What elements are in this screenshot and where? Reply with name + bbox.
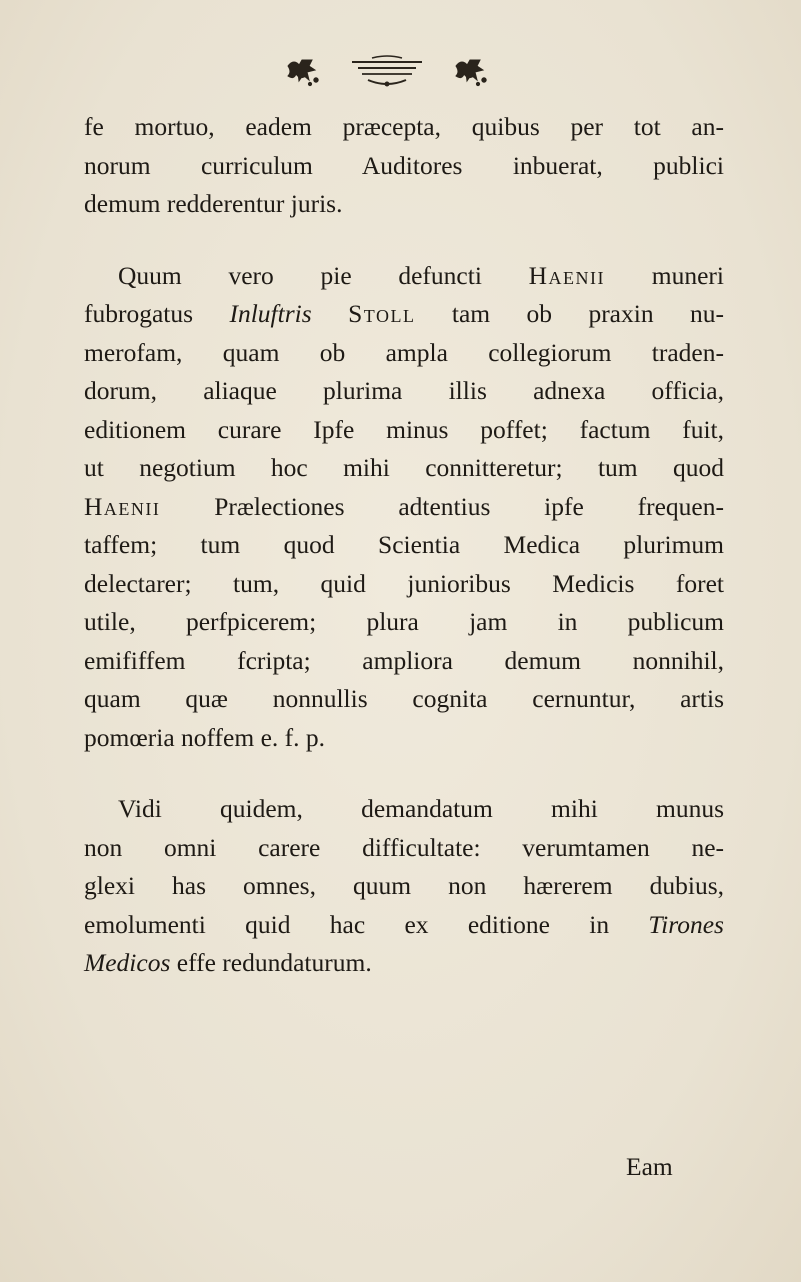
- catchword: Eam: [626, 1152, 673, 1181]
- text-line: merofam, quam ob ampla collegiorum traden-: [84, 337, 724, 367]
- text-line: glexi has omnes, quum non hærerem dubius,: [84, 871, 724, 900]
- text-line: delectarer; tum, quid junioribus Medicis foret: [84, 568, 724, 598]
- text-line: fubrogatus Inluftris Stoll tam ob praxin nu-: [84, 299, 724, 328]
- text-line: fe mortuo, eadem præcepta, quibus per tot an-: [84, 112, 724, 141]
- name-haenii: Haenii: [84, 491, 161, 521]
- fleuron-ornament-icon: [0, 52, 801, 102]
- italic-word: Medicos: [84, 948, 171, 977]
- text-line: non omni carere difficultate: verumtamen ne-: [84, 832, 724, 862]
- text-line: Vidi quidem, demandatum mihi munus: [118, 794, 724, 823]
- italic-word: Tirones: [648, 909, 724, 939]
- text-line: emolumenti quid hac ex editione in Tirones: [84, 909, 724, 939]
- text-line: ut negotium hoc mihi connitteretur; tum quod: [84, 453, 724, 482]
- name-haenii: Haenii: [528, 260, 606, 290]
- text-line: Medicos effe redundaturum.: [84, 948, 372, 977]
- name-stoll: Stoll: [348, 299, 416, 328]
- text-line: emififfem fcripta; ampliora demum nonnihil,: [84, 645, 724, 675]
- text-line: demum redderentur juris.: [84, 189, 343, 218]
- text-line: taffem; tum quod Scientia Medica plurimum: [84, 530, 724, 559]
- italic-word: Inluftris: [229, 299, 312, 328]
- text-line: utile, perfpicerem; plura jam in publicum: [84, 607, 724, 636]
- text-line: dorum, aliaque plurima illis adnexa officia,: [84, 376, 724, 405]
- text-line: Quum vero pie defuncti Haenii muneri: [118, 260, 724, 290]
- text-line: editionem curare Ipfe minus poffet; factum fuit,: [84, 414, 724, 444]
- text-line: pomœria noffem e. f. p.: [84, 722, 326, 752]
- text-line: norum curriculum Auditores inbuerat, publici: [84, 150, 724, 180]
- text-line: Haenii Prælectiones adtentius ipfe frequen-: [84, 491, 724, 521]
- body-text: [84, 108, 724, 983]
- text-line: quam quæ nonnullis cognita cernuntur, artis: [84, 684, 724, 713]
